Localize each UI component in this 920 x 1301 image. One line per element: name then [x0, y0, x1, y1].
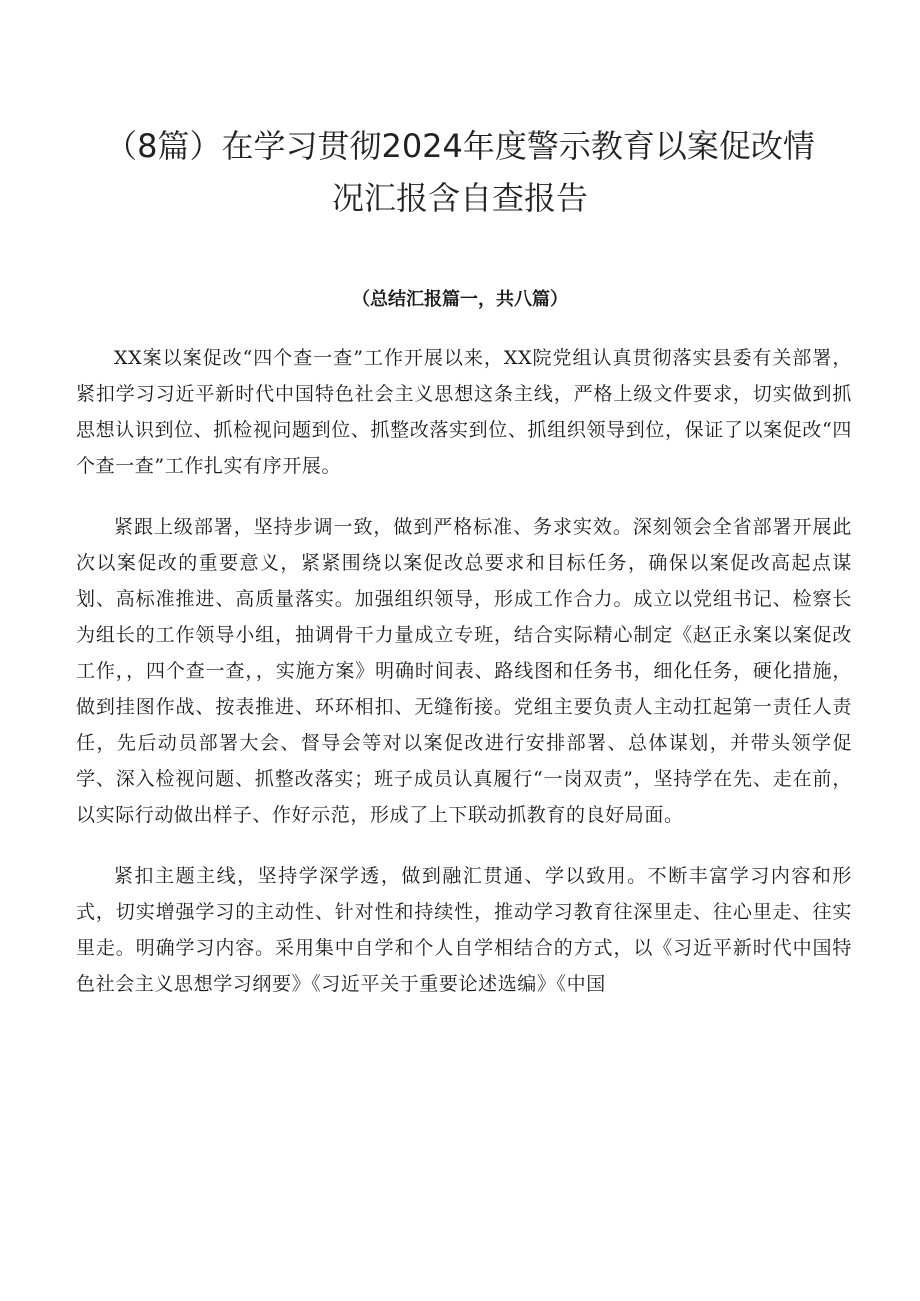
- title-line-1: （8篇）在学习贯彻2024年度警示教育以案促改情: [105, 127, 815, 165]
- title-line-2: 况汇报含自查报告: [331, 179, 588, 217]
- document-body: [76, 340, 852, 1027]
- paragraph-1: XX案以案促改“四个查一查”工作开展以来，XX院党组认真贯彻落实县委有关部署，紧扣学习习近平新时代中国特色社会主义思想这条主线，严格上级文件要求，切实做到抓思想认识到位、抓检视问题到位、抓整改落实到位、抓组织领导到位，保证了以案促改“四个查一查”工作扎实有序开展。: [76, 347, 852, 477]
- document-title: [70, 120, 850, 224]
- document-subtitle: （总结汇报篇一，共八篇）: [352, 289, 568, 310]
- paragraph-2: 紧跟上级部署，坚持步调一致，做到严格标准、务求实效。深刻领会全省部署开展此次以案促改的重要意义，紧紧围绕以案促改总要求和目标任务，确保以案促改高起点谋划、高标准推进、高质量落实。加强组织领导，形成工作合力。成立以党组书记、检察长为组长的工作领导小组，抽调骨干力量成立专班，结合实际精心制定《赵正永案以案促改工作，，四个查一查，，实施方案》明确时间表、路线图和任务书，细化任务，硬化措施，做到挂图作战、按表推进、环环相扣、无缝衔接。党组主要负责人主动扛起第一责任人责任，先后动员部署大会、督导会等对以案促改进行安排部署、总体谋划，并带头领学促学、深入检视问题、抓整改落实；班子成员认真履行“一岗双责”，坚持学在先、走在前，以实际行动做出样子、作好示范，形成了上下联动抓教育的良好局面。: [76, 516, 852, 826]
- paragraph-3: 紧扣主题主线，坚持学深学透，做到融汇贯通、学以致用。不断丰富学习内容和形式，切实增强学习的主动性、针对性和持续性，推动学习教育往深里走、往心里走、往实里走。明确学习内容。采用集中自学和个人自学相结合的方式，以《习近平新时代中国特色社会主义思想学习纲要》《习近平关于重要论述选编》《中国: [76, 865, 852, 995]
